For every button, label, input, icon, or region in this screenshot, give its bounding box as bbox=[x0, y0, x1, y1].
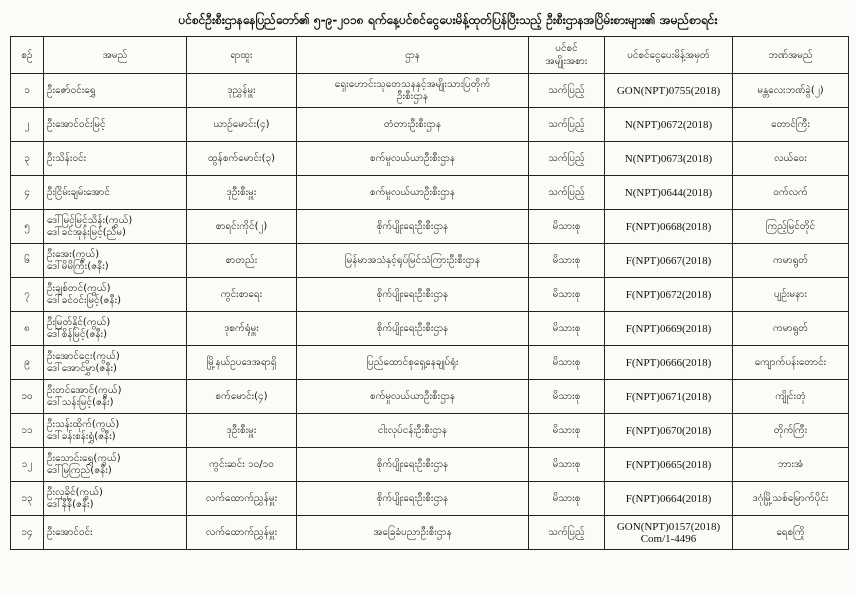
header-department: ဌာန bbox=[297, 37, 529, 74]
table-row bbox=[11, 210, 849, 244]
cell-pension-type: သက်ပြည့် bbox=[529, 176, 605, 210]
cell-license-number-line: F(NPT)0672(2018) bbox=[625, 288, 712, 301]
cell-bank: ဝက်လက် bbox=[733, 176, 849, 210]
cell-license-number bbox=[605, 278, 733, 312]
cell-pension-type: သက်ပြည့် bbox=[529, 74, 605, 108]
cell-no: ၈ bbox=[11, 312, 44, 346]
table-row bbox=[11, 346, 849, 380]
cell-license-number bbox=[605, 448, 733, 482]
cell-license-number bbox=[605, 312, 733, 346]
cell-name-line: ဦးသန်းထိုက်(ကွယ်) bbox=[47, 418, 120, 430]
cell-position: ကွင်းစာရေး bbox=[187, 278, 297, 312]
cell-pension-type: မိသားစု bbox=[529, 482, 605, 516]
cell-position: ကွင်းဆင်း ၁၀/၁၀ bbox=[187, 448, 297, 482]
cell-name bbox=[44, 108, 187, 142]
cell-name-line: ဦးသိန်းဝင်း bbox=[47, 152, 87, 164]
cell-no: ၁ bbox=[11, 74, 44, 108]
cell-position: ထွန်စက်မောင်း(၃) bbox=[187, 142, 297, 176]
header-pension-type bbox=[529, 37, 605, 74]
cell-position: ဒုဦးစီးမှူး bbox=[187, 176, 297, 210]
cell-department-line: မြန်မာအသံနှင့်ရုပ်မြင်သံကြားဦးစီးဌာန bbox=[344, 254, 481, 266]
cell-department bbox=[297, 482, 529, 516]
cell-name-line: ဒေါ်မြကြည်(ဇနီး) bbox=[47, 464, 112, 476]
header-bank: ဘဏ်အမည် bbox=[733, 37, 849, 74]
table-row bbox=[11, 176, 849, 210]
cell-name bbox=[44, 244, 187, 278]
cell-name bbox=[44, 278, 187, 312]
header-pension-type-line: အမျိုးအစား bbox=[545, 56, 588, 67]
cell-name bbox=[44, 448, 187, 482]
cell-bank: လယ်ဝေး bbox=[733, 142, 849, 176]
cell-name-line: ဦးမြတ်နိုင်(ကွယ်) bbox=[47, 316, 111, 328]
cell-license-number bbox=[605, 142, 733, 176]
cell-license-number bbox=[605, 346, 733, 380]
cell-department bbox=[297, 244, 529, 278]
cell-name-line: ဦးအောင်ဝင်း bbox=[47, 526, 93, 538]
cell-pension-type: မိသားစု bbox=[529, 278, 605, 312]
cell-name bbox=[44, 210, 187, 244]
header-position: ရာထူး bbox=[187, 37, 297, 74]
cell-no: ၄ bbox=[11, 176, 44, 210]
cell-license-number-line: GON(NPT)0157(2018) bbox=[616, 520, 721, 533]
cell-license-number bbox=[605, 516, 733, 550]
cell-name-line: ဒေါ်မြင့်မြင့်သိန်း(ကွယ်) bbox=[47, 214, 133, 226]
cell-license-number bbox=[605, 244, 733, 278]
cell-bank: တောင်ကြီး bbox=[733, 108, 849, 142]
cell-department-line: စိုက်ပျိုးရေးဦးစီးဌာန bbox=[376, 492, 449, 504]
cell-pension-type: မိသားစု bbox=[529, 414, 605, 448]
cell-no: ၁၂ bbox=[11, 448, 44, 482]
cell-pension-type: မိသားစု bbox=[529, 448, 605, 482]
cell-position: မြို့နယ်ဥပဒေအရာရှိ bbox=[187, 346, 297, 380]
cell-pension-type: မိသားစု bbox=[529, 380, 605, 414]
table-row bbox=[11, 74, 849, 108]
cell-bank: မန္တလေးဘဏ်ခွဲ(၂) bbox=[733, 74, 849, 108]
cell-department-line: ဦးစီးဌာန bbox=[396, 90, 429, 102]
cell-name bbox=[44, 414, 187, 448]
cell-position: စာရင်းကိုင်(၂) bbox=[187, 210, 297, 244]
cell-license-number-line: F(NPT)0667(2018) bbox=[625, 254, 712, 267]
cell-license-number-line: N(NPT)0673(2018) bbox=[624, 152, 713, 165]
cell-name-line: ဦးသောင်းရွှေ(ကွယ်) bbox=[47, 452, 121, 464]
cell-department-line: စက်မှုလယ်ယာဦးစီးဌာန bbox=[369, 390, 456, 402]
cell-department-line: ငါးလုပ်ငန်းဦးစီးဌာန bbox=[377, 424, 448, 436]
cell-license-number-line: F(NPT)0664(2018) bbox=[625, 492, 712, 505]
cell-department bbox=[297, 142, 529, 176]
cell-department bbox=[297, 74, 529, 108]
cell-license-number-line: F(NPT)0666(2018) bbox=[625, 356, 712, 369]
cell-department-line: စိုက်ပျိုးရေးဦးစီးဌာန bbox=[376, 458, 449, 470]
cell-no: ၅ bbox=[11, 210, 44, 244]
cell-pension-type: မိသားစု bbox=[529, 244, 605, 278]
cell-department bbox=[297, 414, 529, 448]
cell-bank: ဒဂုံမြို့သစ်မြောက်ပိုင်း bbox=[733, 482, 849, 516]
cell-department-line: စက်မှုလယ်ယာဦးစီးဌာန bbox=[369, 186, 456, 198]
cell-department bbox=[297, 176, 529, 210]
cell-license-number bbox=[605, 74, 733, 108]
cell-bank: ရေစကြို bbox=[733, 516, 849, 550]
cell-no: ၁၄ bbox=[11, 516, 44, 550]
table-row bbox=[11, 312, 849, 346]
cell-name-line: ဦးအောင်ဝင်းမြင့် bbox=[47, 118, 106, 130]
cell-name-line: ဒေါ်ခင်အုန်းမြင့်(ညီမ) bbox=[47, 226, 126, 238]
table-row bbox=[11, 414, 849, 448]
cell-department-line: အခြေခံပညာဦးစီးဌာန bbox=[373, 526, 452, 538]
cell-name-line: ဦးချစ်တင်(ကွယ်) bbox=[47, 282, 111, 294]
cell-department bbox=[297, 312, 529, 346]
cell-name-line: ဒေါ်ခင်ဝင်းမြင့်(ဇနီး) bbox=[47, 294, 122, 306]
cell-name-line: ဒေါ်စိန်မြင့်(ဇနီး) bbox=[47, 328, 107, 340]
cell-license-number-line: GON(NPT)0755(2018) bbox=[616, 84, 721, 97]
cell-name-line: ဦးဇော်ဝင်းရွှေ bbox=[47, 84, 96, 96]
cell-bank: ပျဉ်းမနား bbox=[733, 278, 849, 312]
cell-name-line: ဦးလှခိုင်(ကွယ်) bbox=[47, 486, 103, 498]
cell-license-number-line: N(NPT)0672(2018) bbox=[624, 118, 713, 131]
cell-license-number-line: F(NPT)0665(2018) bbox=[625, 458, 712, 471]
cell-name bbox=[44, 142, 187, 176]
cell-bank: ကြည့်မြင်တိုင် bbox=[733, 210, 849, 244]
table-header-row bbox=[11, 37, 849, 74]
cell-no: ၃ bbox=[11, 142, 44, 176]
cell-name bbox=[44, 312, 187, 346]
cell-name bbox=[44, 516, 187, 550]
cell-department bbox=[297, 210, 529, 244]
cell-license-number-line: F(NPT)0669(2018) bbox=[625, 322, 712, 335]
cell-pension-type: မိသားစု bbox=[529, 210, 605, 244]
cell-name-line: ဒေါ်ခန်းစန်းရွှံ(ဇနီး) bbox=[47, 430, 116, 442]
header-name: အမည် bbox=[44, 37, 187, 74]
cell-department bbox=[297, 278, 529, 312]
table-row bbox=[11, 448, 849, 482]
cell-department bbox=[297, 346, 529, 380]
cell-pension-type: သက်ပြည့် bbox=[529, 516, 605, 550]
cell-no: ၁၁ bbox=[11, 414, 44, 448]
cell-department bbox=[297, 448, 529, 482]
cell-position: စက်မောင်း(၄) bbox=[187, 380, 297, 414]
cell-department bbox=[297, 108, 529, 142]
cell-name-line: ဦးအေး(ကွယ်) bbox=[47, 248, 100, 260]
cell-position: ဒုညွှန်မှူး bbox=[187, 74, 297, 108]
cell-name bbox=[44, 482, 187, 516]
cell-department bbox=[297, 516, 529, 550]
table-row bbox=[11, 516, 849, 550]
cell-license-number bbox=[605, 176, 733, 210]
cell-name-line: ဒေါ်သန်းမြင့်(ဇနီး) bbox=[47, 396, 114, 408]
cell-name-line: ဒေါ်နီနီ(ဇနီး) bbox=[47, 498, 94, 510]
cell-name bbox=[44, 346, 187, 380]
cell-bank: ကျောက်ပန်းတောင်း bbox=[733, 346, 849, 380]
cell-license-number bbox=[605, 482, 733, 516]
cell-license-number-line: N(NPT)0644(2018) bbox=[624, 186, 713, 199]
cell-position: ဒုစက်ရုံမှူး bbox=[187, 312, 297, 346]
cell-bank: ကမာရွတ် bbox=[733, 244, 849, 278]
cell-license-number-line: Com/1-4496 bbox=[640, 532, 697, 545]
cell-department-line: စိုက်ပျိုးရေးဦးစီးဌာန bbox=[376, 288, 449, 300]
cell-pension-type: သက်ပြည့် bbox=[529, 108, 605, 142]
cell-name bbox=[44, 380, 187, 414]
cell-department-line: စက်မှုလယ်ယာဦးစီးဌာန bbox=[369, 152, 456, 164]
cell-license-number bbox=[605, 380, 733, 414]
cell-no: ၁၀ bbox=[11, 380, 44, 414]
cell-license-number-line: F(NPT)0671(2018) bbox=[625, 390, 712, 403]
table-row bbox=[11, 244, 849, 278]
cell-bank: တိုက်ကြီး bbox=[733, 414, 849, 448]
cell-position: ဒုဦးစီးမှူး bbox=[187, 414, 297, 448]
header-pension-type-line: ပင်စင် bbox=[555, 43, 578, 54]
table-row bbox=[11, 278, 849, 312]
cell-no: ၆ bbox=[11, 244, 44, 278]
cell-no: ၁၃ bbox=[11, 482, 44, 516]
cell-name bbox=[44, 74, 187, 108]
cell-position: လက်ထောက်ညွှန်မှူး bbox=[187, 482, 297, 516]
cell-name-line: ဦးတင်အောင်(ကွယ်) bbox=[47, 384, 122, 396]
cell-name-line: ဒေါ်အောင်မွှာ(ဇနီး) bbox=[47, 362, 117, 374]
document-title: ပင်စင်ဦးစီးဌာနနေပြည်တော်၏ ၅-၉-၂၀၁၈ ရက်နေ့ပင်စင်ငွေပေးမိန့်ထုတ်ပြန်ပြီးသည့် ဦးစီးဌာနအပြိမ်းစားများ၏ အမည်စာရင်း bbox=[178, 13, 718, 27]
cell-no: ၇ bbox=[11, 278, 44, 312]
cell-name-line: ဦးငြိမ်းချမ်းအောင် bbox=[47, 186, 110, 198]
cell-department bbox=[297, 380, 529, 414]
cell-position: စာတည်း bbox=[187, 244, 297, 278]
cell-position: လက်ထောက်ညွှန်မှူး bbox=[187, 516, 297, 550]
pensioner-table bbox=[10, 36, 849, 550]
cell-license-number bbox=[605, 108, 733, 142]
cell-pension-type: မိသားစု bbox=[529, 346, 605, 380]
cell-pension-type: မိသားစု bbox=[529, 312, 605, 346]
cell-bank: ကျိုင်းတုံ bbox=[733, 380, 849, 414]
cell-department-line: စိုက်ပျိုးရေးဦးစီးဌာန bbox=[376, 220, 449, 232]
cell-bank: ဘားအံ bbox=[733, 448, 849, 482]
cell-bank: ကမာရွတ် bbox=[733, 312, 849, 346]
cell-name-line: ဒေါ်မိမိကြီး(ဇနီး) bbox=[47, 260, 109, 272]
cell-no: ၂ bbox=[11, 108, 44, 142]
table-row bbox=[11, 380, 849, 414]
cell-no: ၉ bbox=[11, 346, 44, 380]
cell-position: ယာဉ်မောင်း(၄) bbox=[187, 108, 297, 142]
cell-department-line: ပြည်ထောင်စုရှေ့နေချုပ်ရုံး bbox=[366, 356, 459, 368]
cell-license-number-line: F(NPT)0670(2018) bbox=[625, 424, 712, 437]
cell-license-number bbox=[605, 414, 733, 448]
cell-name bbox=[44, 176, 187, 210]
header-no: စဉ် bbox=[11, 37, 44, 74]
table-row bbox=[11, 482, 849, 516]
table-row bbox=[11, 142, 849, 176]
cell-department-line: တံတားဦးစီးဌာန bbox=[383, 118, 442, 130]
cell-department-line: စိုက်ပျိုးရေးဦးစီးဌာန bbox=[376, 322, 449, 334]
cell-name-line: ဦးအောင်ငွေး(ကွယ်) bbox=[47, 350, 120, 362]
cell-department-line: ရှေးဟောင်းသုတေသနနှင့်အမျိုးသားပြတိုက် bbox=[334, 78, 491, 90]
header-license-number: ပင်စင်ငွေပေးမိန့်အမှတ် bbox=[605, 37, 733, 74]
cell-pension-type: သက်ပြည့် bbox=[529, 142, 605, 176]
cell-license-number-line: F(NPT)0668(2018) bbox=[625, 220, 712, 233]
table-row bbox=[11, 108, 849, 142]
cell-license-number bbox=[605, 210, 733, 244]
